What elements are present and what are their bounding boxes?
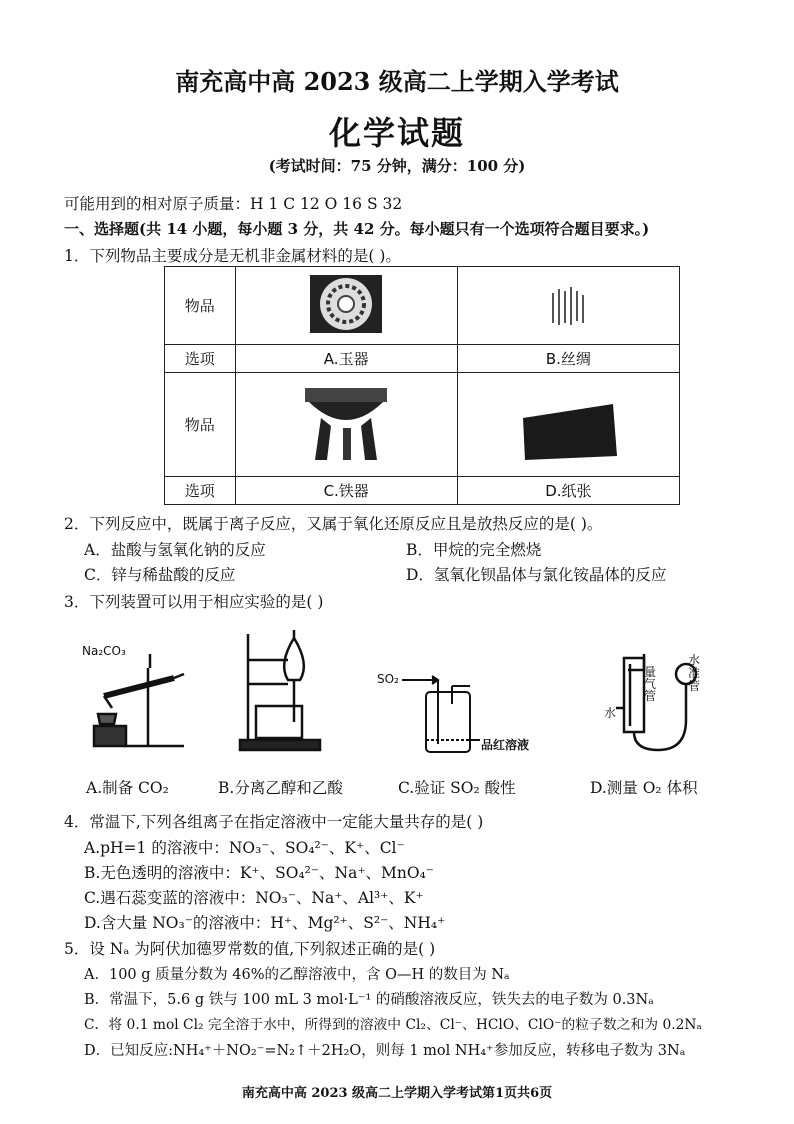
na2co3-label: Na₂CO₃ <box>82 644 126 658</box>
option-c: C.铁器 <box>235 477 457 505</box>
so2-label: SO₂ <box>377 672 399 686</box>
section-heading: 一、选择题(共 14 小题，每小题 3 分，共 42 分。每小题只有一个选项符合题目要求。) <box>64 220 650 238</box>
paper-image <box>457 373 679 477</box>
q4-option-a: A.pH=1 的溶液中：NO₃⁻、SO₄²⁻、K⁺、Cl⁻ <box>84 839 405 857</box>
q4-option-d: D.含大量 NO₃⁻的溶液中：H⁺、Mg²⁺、S²⁻、NH₄⁺ <box>84 914 446 932</box>
q2-option-d: D．氢氧化钡晶体与氯化铵晶体的反应 <box>406 566 667 584</box>
shuizhunguan-label: 水准管 <box>688 653 701 693</box>
apparatus-a-diagram <box>84 648 194 758</box>
caption-d: D.测量 O₂ 体积 <box>590 779 698 797</box>
iron-vessel-image <box>235 373 457 477</box>
option-d: D.纸张 <box>457 477 679 505</box>
silk-image <box>457 267 679 345</box>
q2-stem: 2．下列反应中，既属于离子反应，又属于氧化还原反应且是放热反应的是( )。 <box>64 515 603 533</box>
exam-title: 南充高中高 2023 级高二上学期入学考试 <box>175 67 619 96</box>
caption-a: A.制备 CO₂ <box>86 779 169 797</box>
q1-item-label-2: 物品 <box>165 373 236 477</box>
caption-b: B.分离乙醇和乙酸 <box>218 779 343 797</box>
option-b: B.丝绸 <box>457 345 679 373</box>
q1-item-label-1: 物品 <box>165 267 236 345</box>
q5-stem: 5．设 Nₐ 为阿伏加德罗常数的值,下列叙述正确的是( ) <box>64 940 436 958</box>
option-a: A.玉器 <box>235 345 457 373</box>
q2-option-c: C．锌与稀盐酸的反应 <box>84 566 236 584</box>
q5-option-a: A．100 g 质量分数为 46%的乙醇溶液中，含 O—H 的数目为 Nₐ <box>84 967 510 983</box>
water-label: 水 <box>604 706 617 720</box>
pinhong-label: 品红溶液 <box>481 738 530 752</box>
jade-image <box>235 267 457 345</box>
q5-option-b: B．常温下，5.6 g 铁与 100 mL 3 mol·L⁻¹ 的硝酸溶液反应，铁失去的电子数为 0.3Nₐ <box>84 992 654 1008</box>
page-footer: 南充高中高 2023 级高二上学期入学考试第1页共6页 <box>241 1086 553 1101</box>
exam-info: (考试时间：75 分钟，满分：100 分) <box>268 157 526 175</box>
q4-option-c: C.遇石蕊变蓝的溶液中：NO₃⁻、Na⁺、Al³⁺、K⁺ <box>84 889 424 907</box>
q1-option-label-2: 选项 <box>165 477 236 505</box>
caption-c: C.验证 SO₂ 酸性 <box>398 779 516 797</box>
q2-option-a: A．盐酸与氢氧化钠的反应 <box>84 541 266 559</box>
q1-stem: 1．下列物品主要成分是无机非金属材料的是( )。 <box>64 247 401 265</box>
q4-option-b: B.无色透明的溶液中：K⁺、SO₄²⁻、Na⁺、MnO₄⁻ <box>84 864 434 882</box>
q2-option-b: B．甲烷的完全燃烧 <box>406 541 542 559</box>
q4-stem: 4．常温下,下列各组离子在指定溶液中一定能大量共存的是( ) <box>64 813 484 831</box>
q5-option-d: D．已知反应:NH₄⁺＋NO₂⁻=N₂↑＋2H₂O，则每 1 mol NH₄⁺参加反应，转移电子数为 3Nₐ <box>84 1043 686 1059</box>
q1-option-label-1: 选项 <box>165 345 236 373</box>
liangqiguan-label: 量气管 <box>644 665 657 703</box>
apparatus-c-diagram <box>400 664 480 759</box>
atomic-masses: 可能用到的相对原子质量：H 1 C 12 O 16 S 32 <box>64 195 403 213</box>
subject-title: 化学试题 <box>328 114 465 152</box>
q5-option-c: C．将 0.1 mol Cl₂ 完全溶于水中，所得到的溶液中 Cl₂、Cl⁻、HClO、ClO⁻的粒子数之和为 0.2Nₐ <box>84 1017 702 1033</box>
q1-table <box>164 266 680 505</box>
apparatus-b-diagram <box>236 624 336 754</box>
q3-stem: 3．下列装置可以用于相应实验的是( ) <box>64 593 324 611</box>
